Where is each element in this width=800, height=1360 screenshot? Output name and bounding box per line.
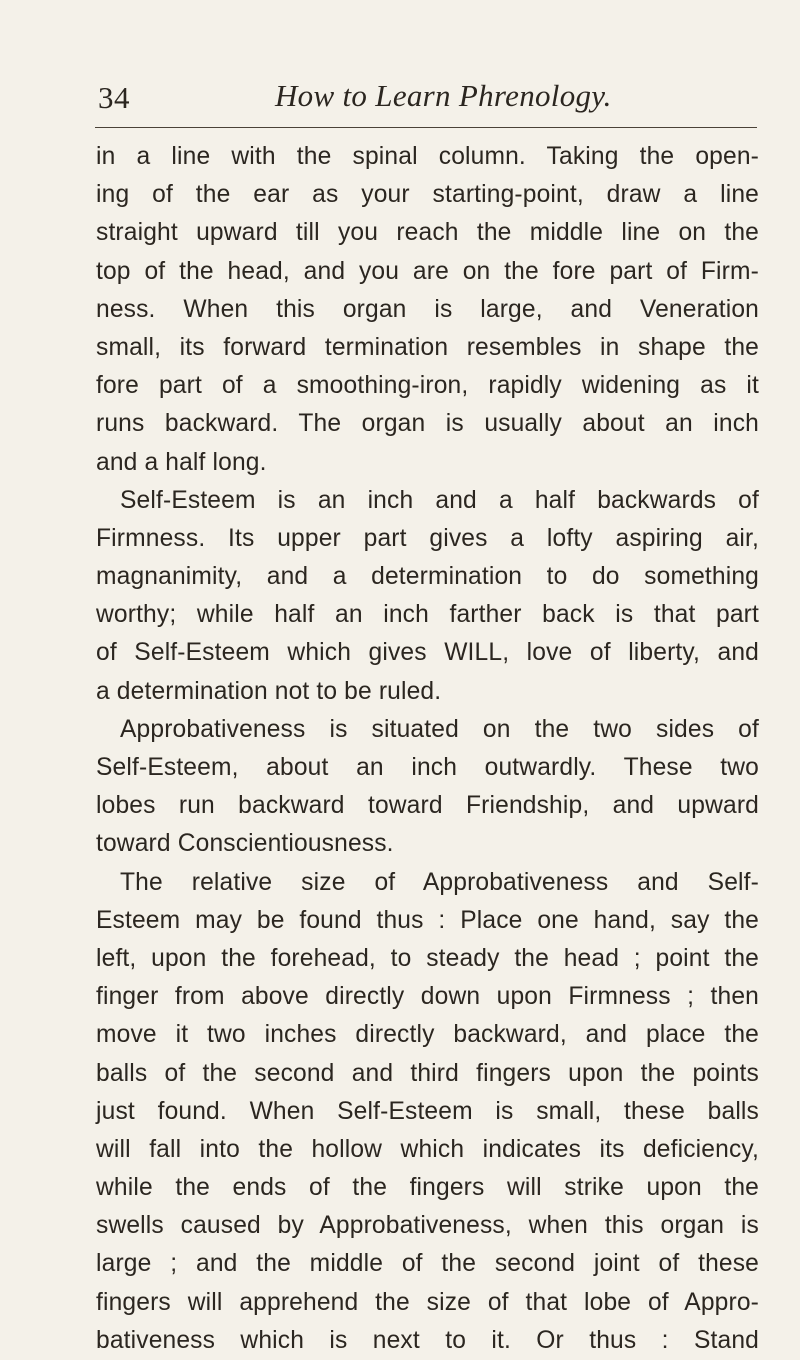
- text-line: left, upon the forehead, to steady the head ; point the: [96, 944, 759, 972]
- text-line: of Self-Esteem which gives WILL, love of liberty, and: [96, 639, 759, 667]
- paragraph: [96, 482, 759, 711]
- header-rule: [95, 127, 757, 128]
- running-title: How to Learn Phrenology.: [275, 78, 612, 113]
- text-line: balls of the second and third fingers upon the points: [96, 1059, 759, 1087]
- text-line: a determination not to be ruled.: [96, 677, 442, 705]
- text-line: fore part of a smoothing-iron, rapidly widening as it: [96, 372, 759, 400]
- text-line: Approbativeness is situated on the two sides of: [120, 715, 759, 743]
- text-line: ness. When this organ is large, and Veneration: [96, 295, 759, 323]
- text-line: Self-Esteem, about an inch outwardly. These two: [96, 754, 759, 781]
- body-text: [96, 138, 759, 1360]
- text-line: straight upward till you reach the middle line on the: [96, 219, 759, 247]
- text-line: The relative size of Approbativeness and Self-: [120, 868, 759, 896]
- page-number: 34: [98, 80, 130, 115]
- text-line: finger from above directly down upon Firmness ; then: [96, 983, 759, 1011]
- text-line: worthy; while half an inch farther back is that part: [96, 601, 759, 629]
- paragraph: [96, 711, 759, 864]
- text-line: large ; and the middle of the second joint of these: [96, 1250, 759, 1278]
- paragraph: [96, 864, 759, 1360]
- text-line: bativeness which is next to it. Or thus : Stand: [96, 1326, 759, 1354]
- text-line: Firmness. Its upper part gives a lofty aspiring air,: [96, 524, 759, 552]
- text-line: and a half long.: [96, 448, 267, 476]
- page-header: [95, 72, 755, 122]
- text-line: while the ends of the fingers will strike upon the: [96, 1174, 759, 1202]
- text-line: ing of the ear as your starting-point, draw a line: [96, 181, 759, 209]
- text-line: fingers will apprehend the size of that lobe of Appro-: [96, 1288, 759, 1316]
- text-line: runs backward. The organ is usually about an inch: [96, 410, 759, 438]
- text-line: top of the head, and you are on the fore part of Firm-: [96, 257, 759, 285]
- text-line: lobes run backward toward Friendship, and upward: [96, 792, 759, 820]
- text-line: just found. When Self-Esteem is small, these balls: [96, 1097, 759, 1125]
- text-line: small, its forward termination resembles in shape the: [96, 333, 759, 361]
- text-line: magnanimity, and a determination to do something: [96, 563, 759, 591]
- text-line: will fall into the hollow which indicates its deficiency,: [96, 1135, 759, 1163]
- text-line: Self-Esteem is an inch and a half backwards of: [120, 486, 759, 514]
- text-line: toward Conscientiousness.: [96, 830, 394, 858]
- paragraph: [96, 138, 759, 482]
- text-line: move it two inches directly backward, and place the: [96, 1021, 759, 1049]
- text-line: Esteem may be found thus : Place one hand, say the: [96, 906, 759, 934]
- text-line: in a line with the spinal column. Taking the open-: [96, 143, 759, 170]
- text-line: swells caused by Approbativeness, when this organ is: [96, 1212, 759, 1240]
